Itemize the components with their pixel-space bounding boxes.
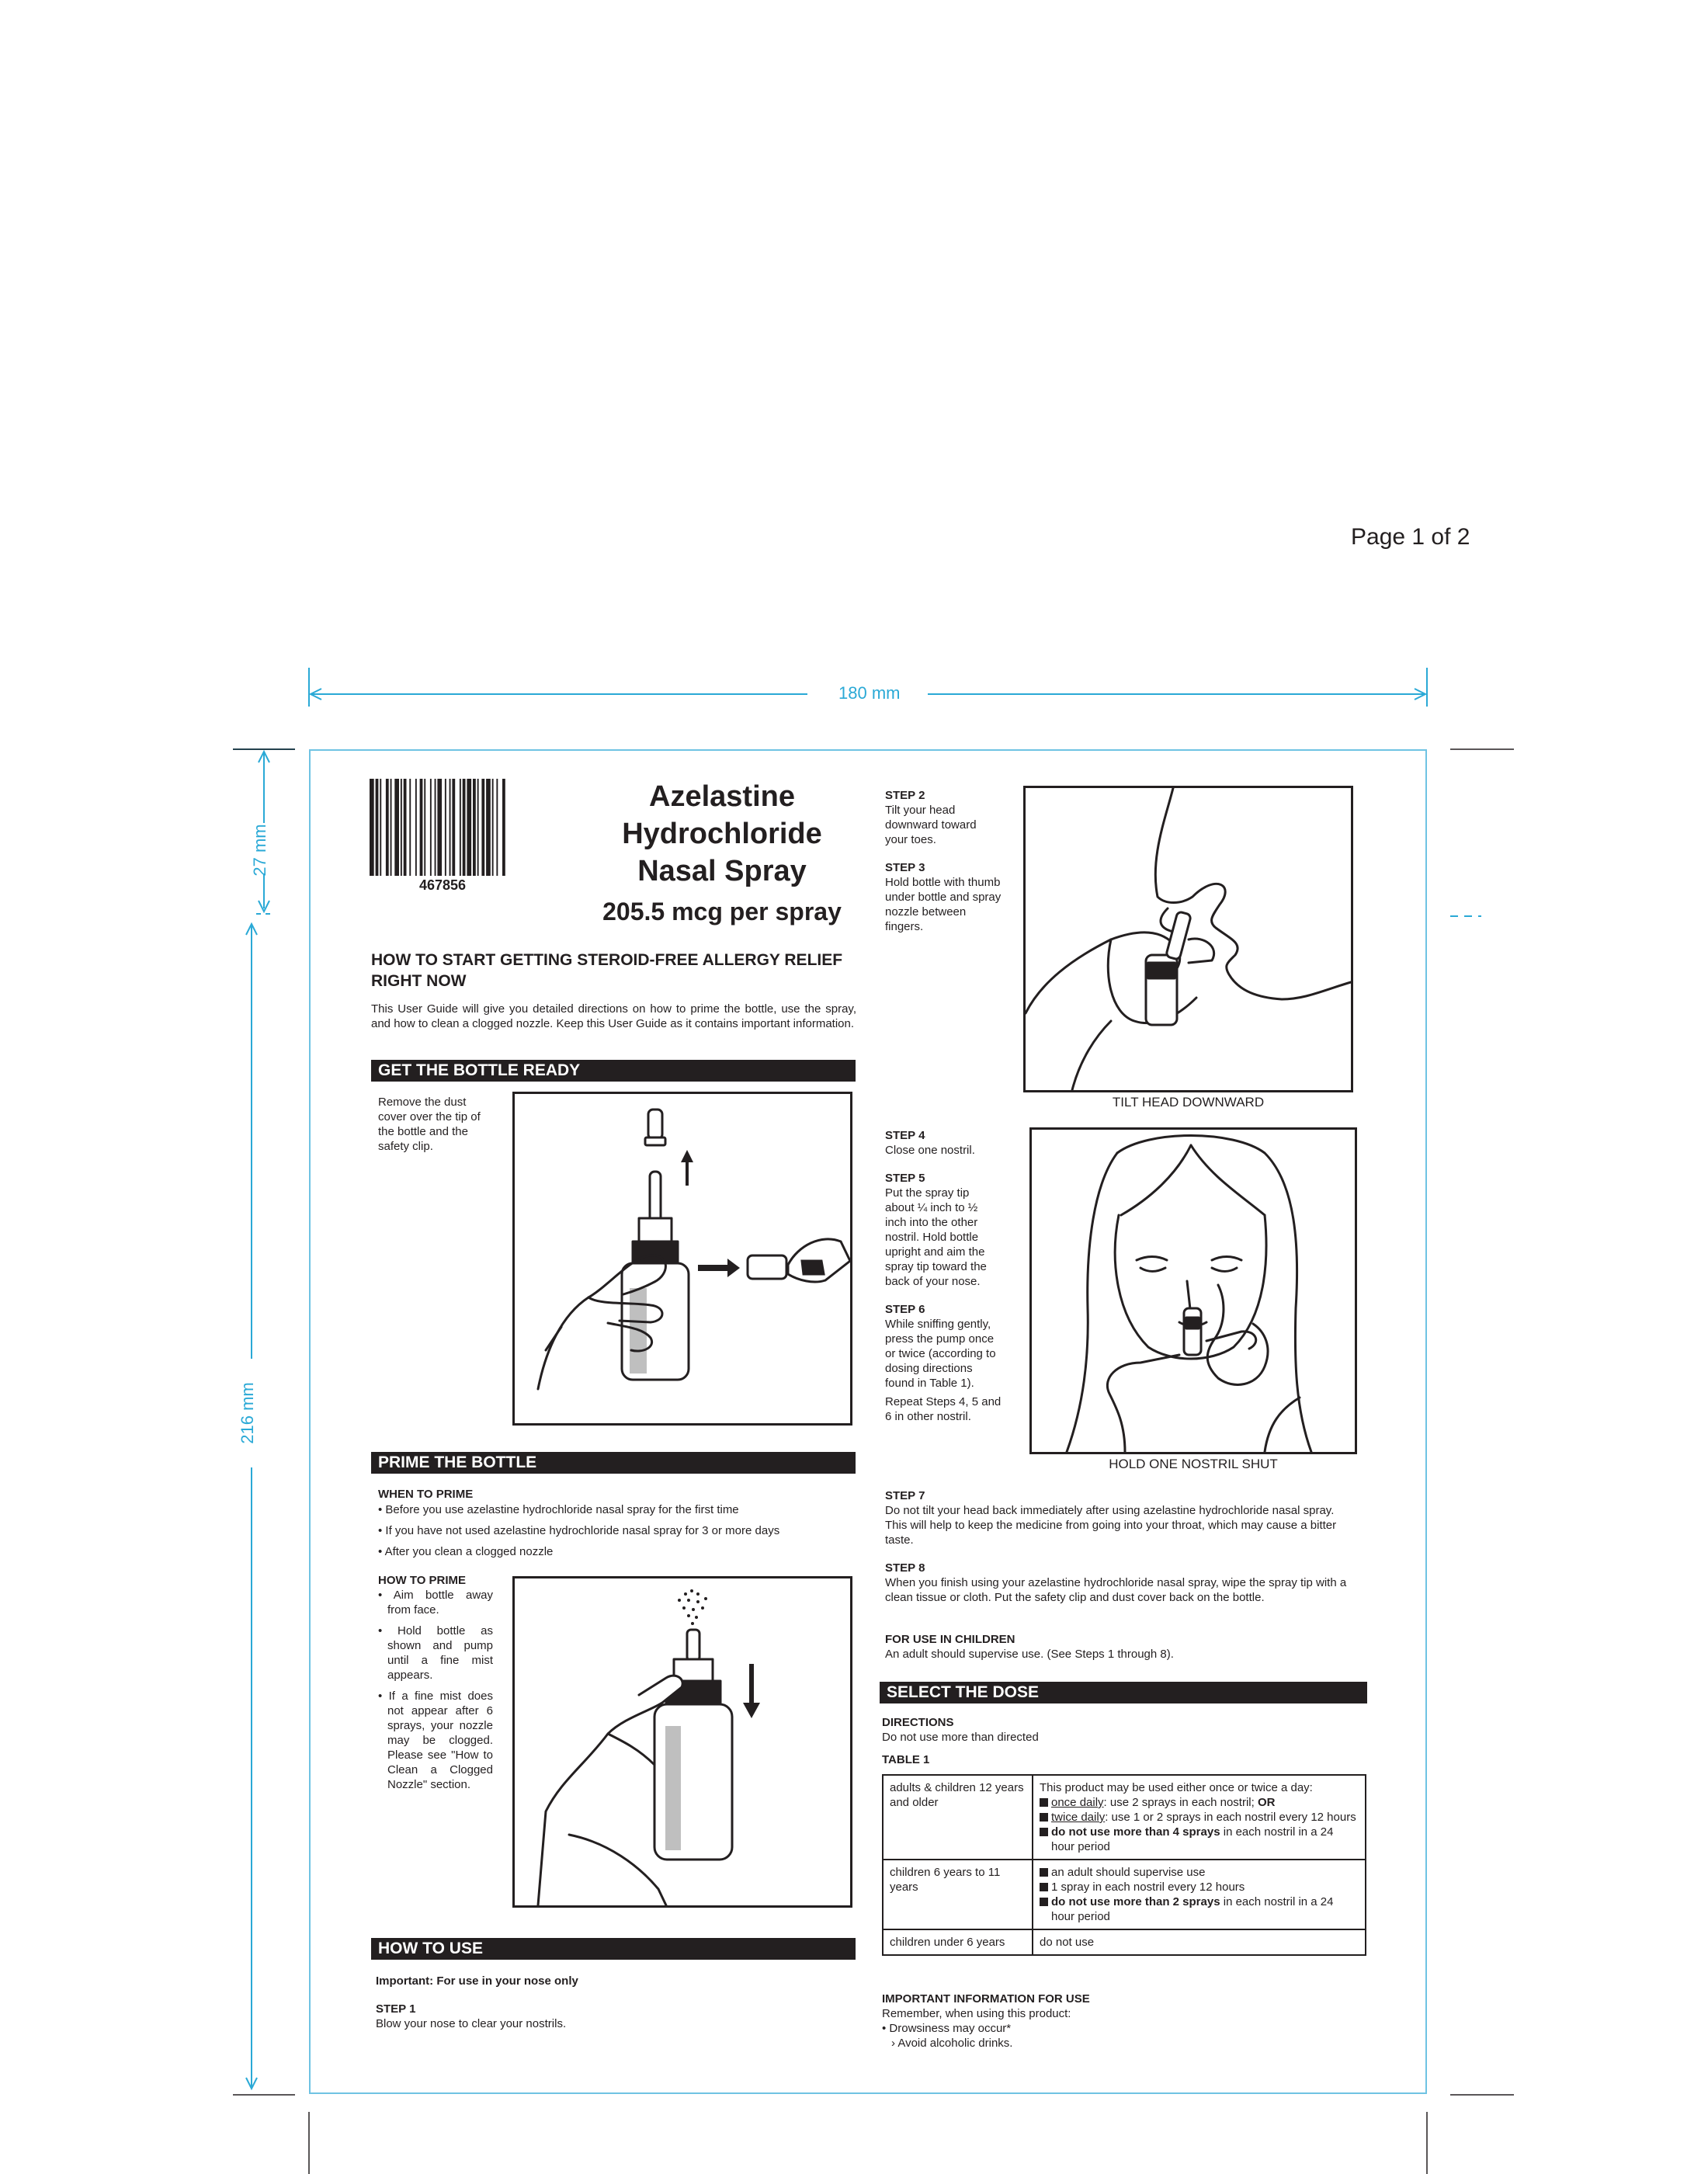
barcode-bar	[437, 779, 442, 876]
barcode-bar	[496, 779, 498, 876]
table-row	[883, 1860, 1366, 1929]
caption-hold-nostril: HOLD ONE NOSTRIL SHUT	[1109, 1457, 1278, 1471]
how-to-prime-label: HOW TO PRIME	[378, 1574, 467, 1587]
how-to-prime-list	[378, 1588, 493, 1798]
step4-label: STEP 4	[885, 1129, 925, 1142]
when-to-prime-label: WHEN TO PRIME	[378, 1488, 474, 1501]
barcode-bar	[477, 779, 479, 876]
table-cell-directions: do not use	[1033, 1929, 1366, 1955]
top-band-dimension-label: 27 mm	[250, 824, 269, 877]
table-cell-directions	[1033, 1775, 1366, 1860]
step7-label: STEP 7	[885, 1489, 925, 1502]
step7-text: Do not tilt your head back immediately after using azelastine hydrochloride nasal spray. This will help to keep the medicine from going into your throat, which may cause a bitter taste.	[885, 1504, 1337, 1547]
step2-label: STEP 2	[885, 789, 925, 802]
how-item: • Hold bottle as shown and pump until a fine mist appears.	[378, 1624, 493, 1682]
tilt-head-drawing	[1026, 788, 1351, 1090]
section-dose-heading: SELECT THE DOSE	[880, 1682, 1367, 1703]
main-headline: HOW TO START GETTING STEROID-FREE ALLERGY RELIEF RIGHT NOW	[371, 951, 843, 990]
pump-mist-drawing	[515, 1578, 850, 1905]
directions-text: Do not use more than directed	[882, 1731, 1039, 1744]
barcode-bar	[376, 779, 379, 876]
dose-bullet: do not use more than 4 sprays in each nostril in a 24 hour period	[1040, 1825, 1359, 1854]
product-title	[575, 778, 870, 890]
barcode-bar	[380, 779, 381, 876]
when-to-prime-list	[378, 1502, 844, 1559]
step8-text: When you finish using your azelastine hydrochloride nasal spray, wipe the spray tip with a clean tissue or cloth. Put the safety clip and dust cover back on the bottle.	[885, 1576, 1347, 1604]
when-item: • Before you use azelastine hydrochloride nasal spray for the first time	[378, 1503, 739, 1516]
dose-bullet: once daily: use 2 sprays in each nostril; OR	[1040, 1795, 1359, 1810]
woman-spraying-drawing	[1032, 1130, 1355, 1452]
alcohol-subbullet: › Avoid alcoholic drinks.	[891, 2037, 1013, 2050]
step5-text: Put the spray tip about ¼ inch to ½ inch into the other nostril. Hold bottle upright and aim the spray tip toward the back of your nose.	[885, 1186, 987, 1288]
barcode-bar	[391, 779, 392, 876]
barcode-bar	[394, 779, 399, 876]
barcode-bar	[415, 779, 417, 876]
dose-bullet: do not use more than 2 sprays in each nostril in a 24 hour period	[1040, 1894, 1359, 1924]
intro-paragraph: This User Guide will give you detailed directions on how to prime the bottle, use the spray, and how to clean a clogged nozzle. Keep this User Guide as it contains important information.	[371, 1002, 856, 1030]
prime-bottle-illustration	[512, 1576, 852, 1908]
barcode-bar	[386, 779, 389, 876]
barcode-bar	[401, 779, 402, 876]
barcode-bar	[420, 779, 423, 876]
step8-label: STEP 8	[885, 1561, 925, 1575]
step1-label: STEP 1	[376, 2002, 416, 2016]
when-item: • After you clean a clogged nozzle	[378, 1545, 554, 1558]
barcode	[370, 779, 529, 876]
section-get-ready-heading: GET THE BOTTLE READY	[371, 1060, 856, 1082]
barcode-bar	[486, 779, 491, 876]
table-row	[883, 1775, 1366, 1860]
title-line-3: Nasal Spray	[637, 855, 807, 887]
bottle-cap-removal-drawing	[515, 1094, 850, 1423]
remember-text: Remember, when using this product:	[882, 2007, 1071, 2020]
directions-label: DIRECTIONS	[882, 1716, 954, 1729]
barcode-bar	[467, 779, 471, 876]
step3-text: Hold bottle with thumb under bottle and spray nozzle between fingers.	[885, 876, 1002, 933]
barcode-bar	[409, 779, 411, 876]
important-info-label: IMPORTANT INFORMATION FOR USE	[882, 1992, 1090, 2006]
barcode-bar	[370, 779, 374, 876]
barcode-bar	[463, 779, 466, 876]
dose-bullet: twice daily: use 1 or 2 sprays in each nostril every 12 hours	[1040, 1810, 1359, 1825]
important-nose-only: Important: For use in your nose only	[376, 1974, 578, 1988]
table-cell-directions	[1033, 1860, 1366, 1929]
width-dimension-label: 180 mm	[838, 683, 901, 703]
how-item: • If a fine mist does not appear after 6 sprays, your nozzle may be clogged. Please see "How to Clean a Clogged Nozzle" section.	[378, 1690, 493, 1791]
barcode-bar	[450, 779, 451, 876]
barcode-bar	[430, 779, 432, 876]
step6-label: STEP 6	[885, 1303, 925, 1316]
barcode-bar	[404, 779, 407, 876]
barcode-bar	[424, 779, 425, 876]
barcode-bar	[473, 779, 476, 876]
title-line-2: Hydrochloride	[622, 818, 822, 850]
drowsiness-bullet: • Drowsiness may occur*	[882, 2022, 1012, 2035]
table-cell-group: children under 6 years	[883, 1929, 1033, 1955]
hold-nostril-illustration	[1029, 1127, 1357, 1454]
barcode-bar	[460, 779, 461, 876]
height-dimension-label: 216 mm	[238, 1382, 257, 1444]
step3-label: STEP 3	[885, 861, 925, 874]
children-label: FOR USE IN CHILDREN	[885, 1633, 1015, 1646]
table-cell-group: children 6 years to 11 years	[883, 1860, 1033, 1929]
barcode-bar	[481, 779, 484, 876]
section-prime-heading: PRIME THE BOTTLE	[371, 1452, 856, 1474]
children-text: An adult should supervise use. (See Steps 1 through 8).	[885, 1648, 1174, 1661]
remove-cover-illustration	[512, 1092, 852, 1426]
barcode-bar	[445, 779, 446, 876]
section-how-to-use-heading: HOW TO USE	[371, 1938, 856, 1960]
get-ready-text: Remove the dust cover over the tip of the bottle and the safety clip.	[378, 1096, 481, 1153]
table-row	[883, 1929, 1366, 1955]
product-strength: 205.5 mcg per spray	[602, 898, 842, 926]
step4-text: Close one nostril.	[885, 1144, 975, 1157]
step5-label: STEP 5	[885, 1172, 925, 1185]
step1-text: Blow your nose to clear your nostrils.	[376, 2017, 567, 2030]
dose-bullet: 1 spray in each nostril every 12 hours	[1040, 1880, 1359, 1894]
dose-bullet: an adult should supervise use	[1040, 1865, 1359, 1880]
barcode-number: 467856	[419, 877, 467, 893]
title-line-1: Azelastine	[649, 780, 795, 813]
barcode-bar	[502, 779, 505, 876]
table-cell-group: adults & children 12 years and older	[883, 1775, 1033, 1860]
how-item: • Aim bottle away from face.	[378, 1589, 493, 1617]
repeat-steps-text: Repeat Steps 4, 5 and 6 in other nostril.	[885, 1395, 1002, 1423]
step6-text: While sniffing gently, press the pump once or twice (according to dosing directions found in Table 1).	[885, 1318, 996, 1390]
caption-tilt-head: TILT HEAD DOWNWARD	[1112, 1095, 1265, 1110]
dose-intro: This product may be used either once or twice a day:	[1040, 1781, 1313, 1794]
barcode-bar	[452, 779, 455, 876]
step2-text: Tilt your head downward toward your toes.	[885, 804, 977, 846]
table-label: TABLE 1	[882, 1753, 930, 1766]
when-item: • If you have not used azelastine hydrochloride nasal spray for 3 or more days	[378, 1524, 780, 1537]
barcode-bar	[435, 779, 436, 876]
tilt-head-illustration	[1023, 786, 1353, 1092]
dose-table	[882, 1774, 1366, 1956]
page-number: Page 1 of 2	[1351, 524, 1470, 550]
barcode-bar	[492, 779, 494, 876]
